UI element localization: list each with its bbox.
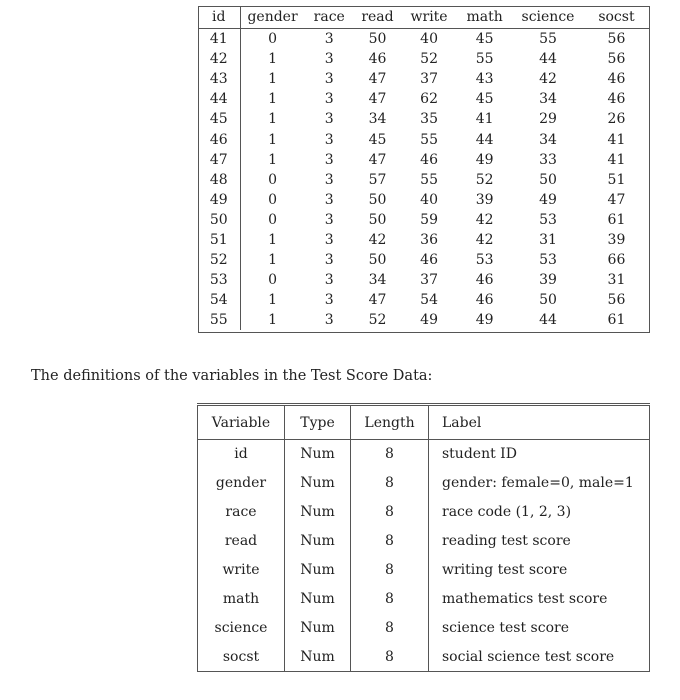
cell-id: 46 xyxy=(198,129,240,149)
cell-label: gender: female=0, male=1 xyxy=(442,475,634,492)
cell-science: 31 xyxy=(539,231,557,248)
cell-length: 8 xyxy=(351,498,429,527)
cell-write: 55 xyxy=(420,131,438,148)
cell-type: Num xyxy=(285,527,351,556)
cell-math: 49 xyxy=(475,312,494,329)
cell-write: 62 xyxy=(420,91,438,108)
cell-variable: science xyxy=(198,613,285,642)
cell-socst: 46 xyxy=(607,91,626,108)
cell-type: Num xyxy=(285,498,351,527)
cell-race: 3 xyxy=(324,71,334,88)
cell-read: 47 xyxy=(368,71,387,88)
cell-id: 53 xyxy=(198,270,240,290)
cell-length: 8 xyxy=(351,584,429,613)
cell-socst: 66 xyxy=(607,252,626,269)
cell-read: 47 xyxy=(368,151,387,168)
cell-type: Num xyxy=(285,556,351,585)
cell-socst: 39 xyxy=(607,231,626,248)
cell-science: 44 xyxy=(539,312,557,329)
column-header-write: write xyxy=(401,6,457,29)
cell-type: Num xyxy=(285,440,351,469)
cell-id: 52 xyxy=(198,250,240,270)
cell-math: 49 xyxy=(475,151,494,168)
cell-write: 55 xyxy=(420,171,438,188)
column-header-race: race xyxy=(305,6,354,29)
cell-race: 3 xyxy=(324,292,334,309)
cell-race: 3 xyxy=(324,151,334,168)
cell-variable: id xyxy=(198,440,285,469)
cell-socst: 61 xyxy=(607,312,626,329)
cell-write: 54 xyxy=(420,292,438,309)
cell-race: 3 xyxy=(324,231,334,248)
cell-math: 39 xyxy=(475,191,494,208)
cell-science: 50 xyxy=(539,292,557,309)
cell-gender: 1 xyxy=(268,51,278,68)
cell-gender: 0 xyxy=(268,211,278,228)
table-row xyxy=(198,556,650,585)
cell-variable: socst xyxy=(198,642,285,671)
cell-race: 3 xyxy=(324,111,334,128)
cell-race: 3 xyxy=(324,91,334,108)
cell-gender: 0 xyxy=(268,191,278,208)
cell-math: 41 xyxy=(475,111,494,128)
cell-length: 8 xyxy=(351,469,429,498)
cell-id: 47 xyxy=(198,150,240,170)
cell-science: 44 xyxy=(539,51,557,68)
cell-math: 43 xyxy=(475,71,494,88)
cell-socst: 56 xyxy=(607,292,626,309)
cell-id: 49 xyxy=(198,190,240,210)
cell-id: 51 xyxy=(198,230,240,250)
cell-length: 8 xyxy=(351,527,429,556)
cell-length: 8 xyxy=(351,642,429,671)
cell-write: 40 xyxy=(420,191,438,208)
cell-math: 46 xyxy=(475,292,494,309)
cell-variable: math xyxy=(198,584,285,613)
cell-gender: 1 xyxy=(268,292,278,309)
cell-write: 37 xyxy=(420,71,438,88)
variable-definitions-table xyxy=(197,403,650,672)
cell-id: 48 xyxy=(198,170,240,190)
table-row xyxy=(198,230,649,250)
cell-variable: read xyxy=(198,527,285,556)
cell-race: 3 xyxy=(324,191,334,208)
cell-read: 46 xyxy=(368,51,387,68)
cell-socst: 51 xyxy=(607,171,626,188)
cell-write: 52 xyxy=(420,51,438,68)
cell-id: 54 xyxy=(198,290,240,310)
cell-gender: 1 xyxy=(268,71,278,88)
cell-read: 50 xyxy=(368,31,387,48)
cell-socst: 41 xyxy=(607,131,626,148)
cell-id: 45 xyxy=(198,109,240,129)
cell-label: writing test score xyxy=(442,562,568,578)
cell-science: 34 xyxy=(539,131,557,148)
table-row xyxy=(198,270,649,290)
cell-socst: 61 xyxy=(607,211,626,228)
column-header-length: Length xyxy=(351,405,429,440)
cell-id: 50 xyxy=(198,210,240,230)
cell-label: mathematics test score xyxy=(442,590,608,607)
table-row xyxy=(198,150,649,170)
cell-science: 29 xyxy=(539,111,557,128)
cell-science: 50 xyxy=(539,171,557,188)
cell-write: 49 xyxy=(420,312,438,329)
cell-id: 44 xyxy=(198,89,240,109)
cell-science: 33 xyxy=(539,151,557,168)
cell-write: 36 xyxy=(420,231,438,248)
cell-math: 44 xyxy=(475,131,494,148)
cell-id: 43 xyxy=(198,69,240,89)
cell-length: 8 xyxy=(351,556,429,585)
cell-race: 3 xyxy=(324,211,334,228)
column-header-read: read xyxy=(354,6,401,29)
cell-socst: 47 xyxy=(607,191,626,208)
cell-label: social science test score xyxy=(442,648,615,665)
cell-type: Num xyxy=(285,613,351,642)
cell-read: 34 xyxy=(368,111,387,128)
table-row xyxy=(198,129,649,149)
column-header-type: Type xyxy=(285,405,351,440)
cell-socst: 56 xyxy=(607,51,626,68)
cell-math: 45 xyxy=(475,31,494,48)
table-row xyxy=(198,250,649,270)
cell-race: 3 xyxy=(324,252,334,269)
table-row xyxy=(198,310,649,330)
test-score-table xyxy=(198,6,649,330)
table-row xyxy=(198,210,649,230)
table-row xyxy=(198,89,649,109)
cell-race: 3 xyxy=(324,312,334,329)
table-row xyxy=(198,109,649,129)
cell-socst: 31 xyxy=(607,272,626,289)
cell-id: 55 xyxy=(198,310,240,330)
cell-math: 42 xyxy=(475,211,494,228)
cell-science: 34 xyxy=(539,91,557,108)
cell-race: 3 xyxy=(324,131,334,148)
column-header-math: math xyxy=(457,6,512,29)
cell-read: 34 xyxy=(368,272,387,289)
cell-science: 39 xyxy=(539,272,557,289)
cell-math: 45 xyxy=(475,91,494,108)
table-row xyxy=(198,440,650,469)
cell-read: 50 xyxy=(368,252,387,269)
cell-gender: 0 xyxy=(268,171,278,188)
cell-science: 53 xyxy=(539,252,557,269)
table-row xyxy=(198,290,649,310)
cell-read: 45 xyxy=(368,131,387,148)
table-row xyxy=(198,49,649,69)
cell-variable: race xyxy=(198,498,285,527)
cell-race: 3 xyxy=(324,272,334,289)
cell-gender: 1 xyxy=(268,151,278,168)
column-header-science: science xyxy=(512,6,584,29)
cell-science: 49 xyxy=(539,191,557,208)
column-header-id: id xyxy=(198,6,240,29)
cell-length: 8 xyxy=(351,613,429,642)
cell-read: 50 xyxy=(368,211,387,228)
cell-math: 55 xyxy=(475,51,494,68)
cell-math: 46 xyxy=(475,272,494,289)
cell-science: 53 xyxy=(539,211,557,228)
table-row xyxy=(198,642,650,671)
table-row xyxy=(198,469,650,498)
cell-race: 3 xyxy=(324,31,334,48)
cell-label: reading test score xyxy=(442,533,571,550)
cell-gender: 1 xyxy=(268,131,278,148)
table-header-row xyxy=(198,6,649,29)
cell-variable: write xyxy=(198,556,285,585)
cell-id: 41 xyxy=(198,29,240,50)
cell-socst: 46 xyxy=(607,71,626,88)
table-body xyxy=(198,440,650,672)
column-header-label: Label xyxy=(429,405,650,440)
table-row xyxy=(198,584,650,613)
column-header-socst: socst xyxy=(584,6,649,29)
column-header-gender: gender xyxy=(240,6,305,29)
cell-length: 8 xyxy=(351,440,429,469)
cell-label: race code (1, 2, 3) xyxy=(442,504,572,521)
cell-gender: 0 xyxy=(268,31,278,48)
cell-math: 53 xyxy=(475,252,494,269)
cell-race: 3 xyxy=(324,171,334,188)
table-row xyxy=(198,613,650,642)
cell-race: 3 xyxy=(324,51,334,68)
cell-type: Num xyxy=(285,584,351,613)
table-row xyxy=(198,527,650,556)
cell-science: 55 xyxy=(539,31,557,48)
cell-label: science test score xyxy=(442,619,569,636)
cell-read: 52 xyxy=(368,312,387,329)
table-row xyxy=(198,190,649,210)
cell-read: 47 xyxy=(368,292,387,309)
cell-socst: 26 xyxy=(607,111,626,128)
cell-write: 40 xyxy=(420,31,438,48)
cell-gender: 1 xyxy=(268,111,278,128)
cell-write: 37 xyxy=(420,272,438,289)
cell-write: 35 xyxy=(420,111,438,128)
cell-type: Num xyxy=(285,642,351,671)
table-row xyxy=(198,170,649,190)
cell-type: Num xyxy=(285,469,351,498)
cell-math: 42 xyxy=(475,231,494,248)
table-header-row xyxy=(198,405,650,440)
cell-write: 46 xyxy=(420,252,438,269)
table-row xyxy=(198,29,649,50)
table-body xyxy=(198,29,649,331)
cell-read: 50 xyxy=(368,191,387,208)
cell-read: 57 xyxy=(368,171,387,188)
cell-gender: 1 xyxy=(268,231,278,248)
table-row xyxy=(198,498,650,527)
cell-math: 52 xyxy=(475,171,494,188)
cell-variable: gender xyxy=(198,469,285,498)
cell-read: 42 xyxy=(368,231,387,248)
table-row xyxy=(198,69,649,89)
cell-gender: 1 xyxy=(268,252,278,269)
cell-write: 59 xyxy=(420,211,438,228)
cell-gender: 1 xyxy=(268,312,278,329)
definitions-caption: The definitions of the variables in the Test Score Data: xyxy=(31,368,433,384)
cell-gender: 0 xyxy=(268,272,278,289)
cell-science: 42 xyxy=(539,71,557,88)
cell-socst: 41 xyxy=(607,151,626,168)
column-header-variable: Variable xyxy=(198,405,285,440)
cell-label: student ID xyxy=(442,446,517,463)
cell-socst: 56 xyxy=(607,31,626,48)
cell-write: 46 xyxy=(420,151,438,168)
cell-id: 42 xyxy=(198,49,240,69)
cell-gender: 1 xyxy=(268,91,278,108)
cell-read: 47 xyxy=(368,91,387,108)
